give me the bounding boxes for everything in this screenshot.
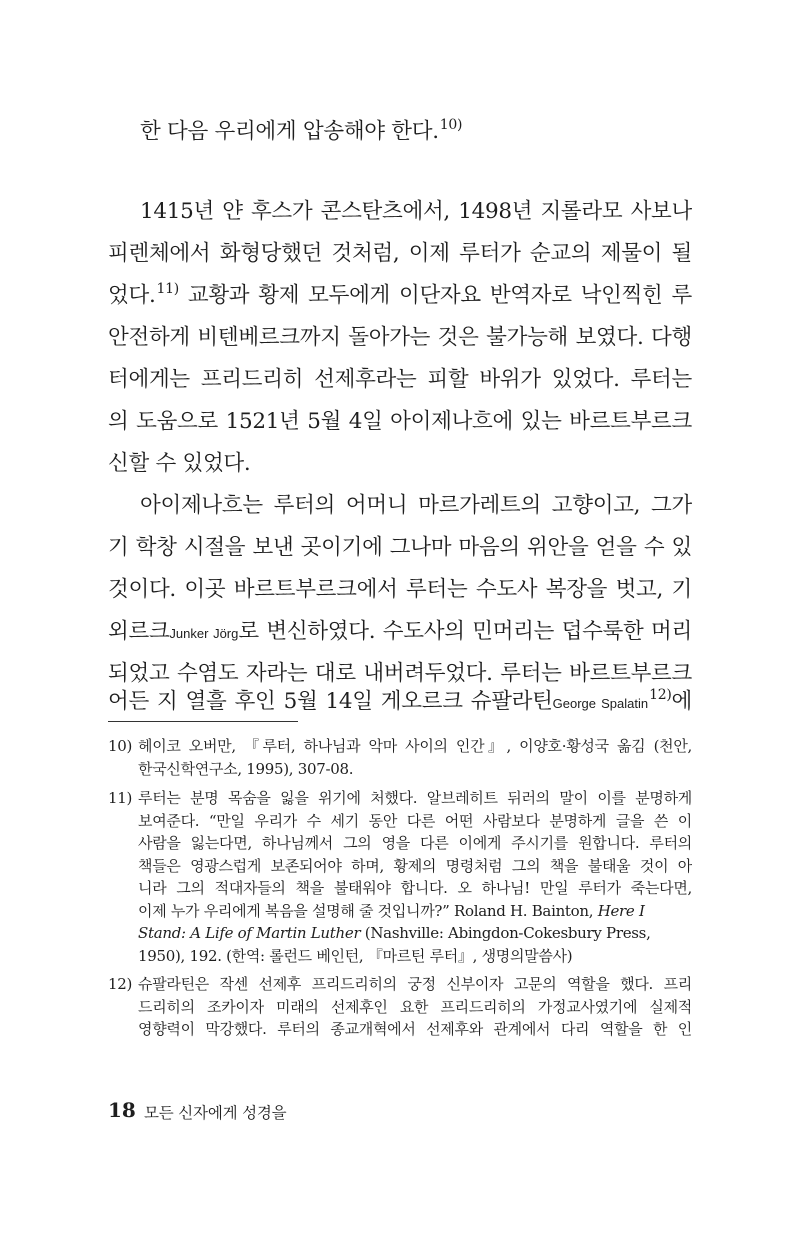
footnote-rule	[108, 721, 298, 722]
body-text-line: 기 학창 시절을 보낸 곳이기에 그나마 마음의 위안을 얻을 수 있	[108, 535, 692, 560]
body-text-line: 것이다. 이곳 바르트부르크에서 루터는 수도사 복장을 벗고, 기	[108, 577, 692, 602]
body-text-line: 어든 지 열흘 후인 5월 14일 게오르크 슈팔라틴George Spalatin$^{12)}$에	[108, 688, 692, 714]
footnote-line: Stand: A Life of Martin Luther (Nashville: Abingdon-Cokesbury Press,	[138, 924, 651, 942]
footnote-line: 헤이코 오버만, 『루터, 하나님과 악마 사이의 인간』, 이양호·황성국 옮김 (천안,	[138, 737, 692, 755]
footnote-line: 이제 누가 우리에게 복음을 설명해 줄 것입니까?” Roland H. Bainton, Here I	[138, 901, 645, 920]
footnote-line: 니라 그의 적대자들의 책을 불태워야 합니다. 오 하나님! 만일 루터가 죽는다면,	[138, 879, 692, 897]
footnote-11	[108, 787, 692, 967]
footnote-10	[108, 735, 692, 780]
footnote-line: 드리히의 조카이자 미래의 선제후인 요한 프리드리히의 가정교사였기에 실제적	[138, 997, 692, 1016]
body-text-line: 의 도움으로 1521년 5월 4일 아이제나흐에 있는 바르트부르크	[108, 409, 692, 434]
body-text-line: 외르크Junker Jörg로 변신하였다. 수도사의 민머리는 덥수룩한 머리	[108, 619, 692, 644]
footnote-ref-12[interactable]: 12)	[649, 688, 672, 703]
footnote-ref-10[interactable]: 10)	[439, 117, 463, 133]
body-text-line: 신할 수 있었다.	[108, 451, 251, 476]
footnote-line: 1950), 192. (한역: 롤런드 베인턴, 『마르틴 루터』, 생명의말씀사)	[138, 946, 573, 965]
footnote-line: 영향력이 막강했다. 루터의 종교개혁에서 선제후와 관계에서 다리 역할을 한 인	[138, 1020, 692, 1038]
body-text-line: 피렌체에서 화형당했던 것처럼, 이제 루터가 순교의 제물이 될	[108, 241, 692, 266]
footnote-ref-11[interactable]: 11)	[156, 282, 179, 297]
footnote-number: 11)	[108, 789, 133, 807]
body-text-line: 아이제나흐는 루터의 어머니 마르가레트의 고향이고, 그가	[140, 493, 692, 518]
running-head: 모든 신자에게 성경을	[144, 1104, 287, 1122]
footnote-line: 보여준다. “만일 우리가 수 세기 동안 다른 어떤 사람보다 분명하게 글을 쓴 이	[138, 811, 692, 830]
footnote-line: 루터는 분명 목숨을 잃을 위기에 처했다. 알브레히트 뒤러의 말이 이를 분명하게	[138, 789, 692, 807]
body-text-line: 었다.$^{11)}$ 교황과 황제 모두에게 이단자요 반역자로 낙인찍힌 루	[108, 282, 692, 308]
footnote-12	[108, 973, 692, 1041]
footnote-number: 10)	[108, 737, 133, 755]
latin-gloss: Junker Jörg	[169, 626, 239, 641]
page-number: 18	[108, 1098, 136, 1122]
body-text-line: 안전하게 비텐베르크까지 돌아가는 것은 불가능해 보였다. 다행	[108, 325, 692, 350]
footnote-line: 슈팔라틴은 작센 선제후 프리드리히의 궁정 신부이자 고문의 역할을 했다. 프리	[138, 975, 692, 993]
footnote-number: 12)	[108, 975, 133, 993]
body-text-line: 되었고 수염도 자라는 대로 내버려두었다. 루터는 바르트부르크	[108, 661, 692, 686]
body-text-line: 한 다음 우리에게 압송해야 한다.$^{10)}$	[140, 117, 463, 144]
body-text-line: 1415년 얀 후스가 콘스탄츠에서, 1498년 지롤라모 사보나	[140, 199, 692, 224]
latin-gloss: George Spalatin	[552, 696, 649, 711]
body-text-line: 터에게는 프리드리히 선제후라는 피할 바위가 있었다. 루터는	[108, 367, 692, 392]
footnote-line: 사람을 잃는다면, 하나님께서 그의 영을 다른 이에게 주시기를 원합니다. 루터의	[138, 834, 692, 852]
footnote-line: 한국신학연구소, 1995), 307-08.	[138, 759, 354, 778]
footnote-line: 책들은 영광스럽게 보존되어야 하며, 황제의 명령처럼 그의 책을 불태울 것이 아	[138, 856, 692, 875]
